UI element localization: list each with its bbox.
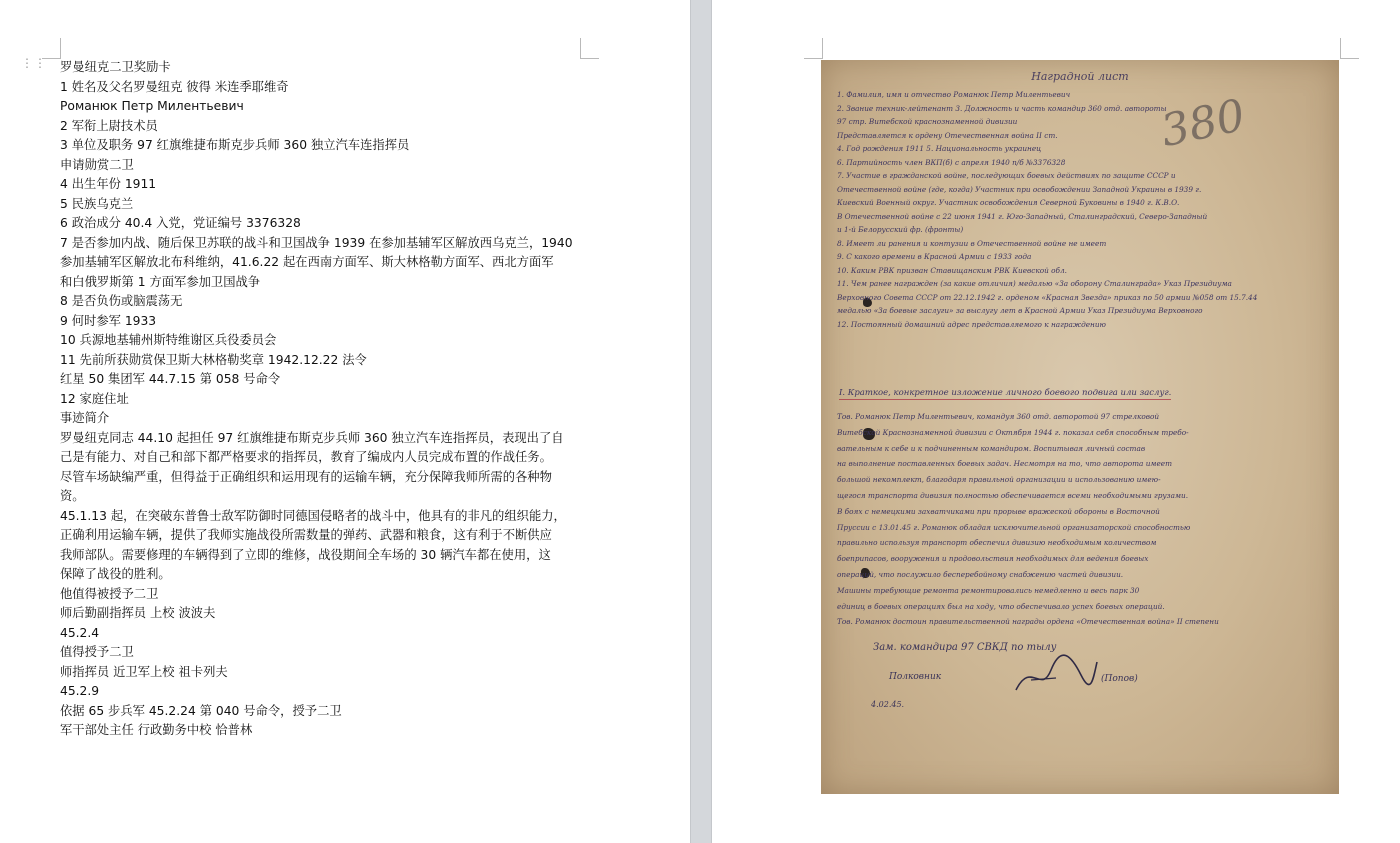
document-line: 保障了战役的胜利。 [60,567,171,581]
document-line: 己是有能力、对自己和部下都严格要求的指挥员，教育了编成内人员完成布置的作战任务。 [60,450,552,464]
scan-handwritten-line: 8. Имеет ли ранения и контузии в Отечественной войне не имеет [837,238,1107,248]
document-line: 师指挥员 近卫军上校 祖卡列夫 [60,664,228,679]
document-line: 罗曼纽克同志 44.10 起担任 97 红旗维捷布斯克步兵师 360 独立汽车连指挥员，表现出了自 [60,430,564,445]
document-line: 正确利用运输车辆，提供了我师实施战役所需数量的弹药、武器和粮食，这有利于不断供应 [60,528,552,542]
document-line: 红星 50 集团军 44.7.15 第 058 号命令 [60,372,281,386]
document-line: 资。 [60,489,85,503]
document-line: 45.2.9 [60,684,100,698]
scan-handwritten-line: Верховного Совета СССР от 22.12.1942 г. орденом «Красная Звезда» приказ по 50 армии №058 от 15.7.44 [837,292,1258,302]
document-line: Романюк Петр Милентьевич [60,99,244,113]
scan-handwritten-line: Машины требующие ремонта ремонтировались немедленно и весь парк 30 [837,585,1140,595]
scan-signature-name: (Попов) [1101,674,1138,684]
page-corner-marker [1340,38,1359,59]
document-line: 师后勤副指挥员 上校 波波夫 [60,606,216,620]
document-line: 2 军衔上尉技术员 [60,118,158,133]
document-line: 1 姓名及父名罗曼纽克 彼得 米连季耶维奇 [60,79,289,94]
document-line: 申请勋赏二卫 [60,157,134,172]
document-line: 事迹简介 [60,411,110,425]
document-line: 3 单位及职务 97 红旗维捷布斯克步兵师 360 独立汽车连指挥员 [60,138,410,152]
scan-handwritten-line: 12. Постоянный домашний адрес представляемого к награждению [837,319,1106,329]
document-line: 5 民族乌克兰 [60,196,134,211]
document-line: 军干部处主任 行政勤务中校 恰普林 [60,723,253,737]
scan-stamp-number: 380 [1156,89,1250,158]
page-corner-marker [804,38,823,59]
scan-handwritten-line: боеприпасов, вооружения и продовольствия необходимых для ведения боевых [837,554,1149,564]
scan-handwritten-line: медалью «За боевые заслуги» за выслугу лет в Красной Армии Указ Президиума Верховного [837,306,1203,315]
page-gutter [690,0,712,843]
scan-handwritten-line: Тов. Романюк Петр Милентьевич, командуя 360 отд. авторотой 97 стрелковой [837,412,1160,421]
document-line: 参加基辅军区解放北布科维纳，41.6.22 起在西南方面军、斯大林格勒方面军、西北方面军 [60,255,554,269]
scan-handwritten-line: Киевский Военный округ. Участник освобождения Северной Буковины в 1940 г. К.В.О. [837,198,1180,207]
document-line: 他值得被授予二卫 [60,586,159,601]
document-line: 和白俄罗斯第 1 方面军参加卫国战争 [60,274,261,289]
scan-handwritten-line: 4. Год рождения 1911 5. Национальность украинец [837,144,1042,153]
scan-handwritten-line: 11. Чем ранее награжден (за какие отличия) медалью «За оборону Сталинграда» Указ Президиума [837,279,1232,288]
scan-title: Наградной лист [1031,70,1129,83]
scan-handwritten-line: В боях с немецкими захватчиками при прорыве вражеской обороны в Восточной [837,506,1160,516]
document-line: 值得授予二卫 [60,645,134,659]
drag-handle-icon[interactable]: ⋮⋮ [21,56,47,70]
scan-handwritten-line: 2. Звание техник-лейтенант 3. Должность и часть командир 360 отд. автороты [837,103,1167,113]
scan-signature-line: Зам. командира 97 СВКД по тылу [873,642,1057,653]
document-line: 45.1.13 起，在突破东普鲁士敌军防御时同德国侵略者的战斗中，他具有的非凡的组织能力， [60,508,566,523]
document-line: 7 是否参加内战、随后保卫苏联的战斗和卫国战争 1939 在参加基辅军区解放西乌克兰，1940 [60,235,573,250]
scan-handwritten-line: большой некомплект, благодаря правильной организации и использованию имею- [837,475,1161,485]
document-line: 6 政治成分 40.4 入党，党证编号 3376328 [60,216,301,230]
document-line: 罗曼纽克二卫奖励卡 [60,60,171,74]
award-sheet-scan-image[interactable] [821,60,1339,794]
scan-handwritten-line: 97 стр. Витебской краснознаменной дивизии [837,117,1018,126]
handwritten-signature [1011,650,1101,700]
scan-handwritten-line: 7. Участие в гражданской войне, последующих боевых действиях по защите СССР и [837,171,1176,180]
scan-handwritten-line: Представляется к ордену Отечественная война II ст. [837,130,1058,140]
scan-handwritten-line: Тов. Романюк достоин правительственной награды ордена «Отечественная война» II степени [837,617,1219,627]
scan-handwritten-line: единиц в боевых операциях был на ходу, что обеспечивало успех боевых операций. [837,601,1165,611]
scan-section-heading: I. Краткое, конкретное изложение личного боевого подвига или заслуг. [839,388,1172,398]
scan-signature-date: 4.02.45. [871,700,905,709]
document-line: 依据 65 步兵军 45.2.24 第 040 号命令，授予二卫 [60,703,342,718]
document-line: 9 何时参军 1933 [60,313,157,328]
page-corner-marker [580,38,599,59]
scan-handwritten-line: В Отечественной войне с 22 июня 1941 г. Юго-Западный, Сталинградский, Северо-Западный [837,211,1208,221]
scan-handwritten-line: 6. Партийность член ВКП(б) с апреля 1940 п/б №3376328 [837,157,1066,167]
document-body-text[interactable] [60,58,582,741]
scan-handwritten-line: операций, что послужило бесперебойному снабжению частей дивизии. [837,570,1124,579]
document-line: 4 出生年份 1911 [60,177,157,191]
document-line: 我师部队。需要修理的车辆得到了立即的维修，战役期间全车场的 30 辆汽车都在使用，这 [60,547,551,562]
scan-handwritten-line: вательным к себе и к подчиненным командиром. Воспитывая личный состав [837,443,1146,453]
document-line: 尽管车场缺编严重，但得益于正确组织和运用现有的运输车辆，充分保障我师所需的各种物 [60,469,552,484]
document-line: 11 先前所获勋赏保卫斯大林格勒奖章 1942.12.22 法令 [60,352,367,367]
scan-handwritten-line: правильно используя транспорт обеспечил дивизию необходимым количеством [837,538,1157,548]
scan-signature-rank: Полковник [889,672,942,682]
document-page-left [0,0,690,843]
document-line: 45.2.4 [60,625,100,640]
scan-handwritten-line: и 1-й Белорусский фр. (фронты) [837,225,964,234]
scan-handwritten-line: Пруссии с 13.01.45 г. Романюк обладая исключительной организаторской способностью [837,522,1191,532]
scan-handwritten-line: щегося транспорта дивизия полностью обеспечивается всеми необходимыми грузами. [837,491,1189,500]
scan-handwritten-line: 9. С какого времени в Красной Армии с 1933 года [837,252,1032,261]
document-line: 8 是否负伤或脑震荡无 [60,294,183,308]
scan-handwritten-line: на выполнение поставленных боевых задач. Несмотря на то, что авторота имеет [837,459,1173,469]
scan-handwritten-line: 10. Каким РВК призван Ставищанским РВК Киевской обл. [837,265,1067,275]
document-line: 12 家庭住址 [60,391,129,406]
scan-handwritten-line: Отечественной войне (где, когда) Участник при освобождении Западной Украины в 1939 г. [837,184,1202,194]
scan-handwritten-line: Витебской Краснознаменной дивизии с Октября 1944 г. показал себя способным требо- [837,427,1189,437]
scan-handwritten-line: 1. Фамилия, имя и отчество Романюк Петр Милентьевич [837,90,1071,99]
document-line: 10 兵源地基辅州斯特维谢区兵役委员会 [60,333,277,347]
